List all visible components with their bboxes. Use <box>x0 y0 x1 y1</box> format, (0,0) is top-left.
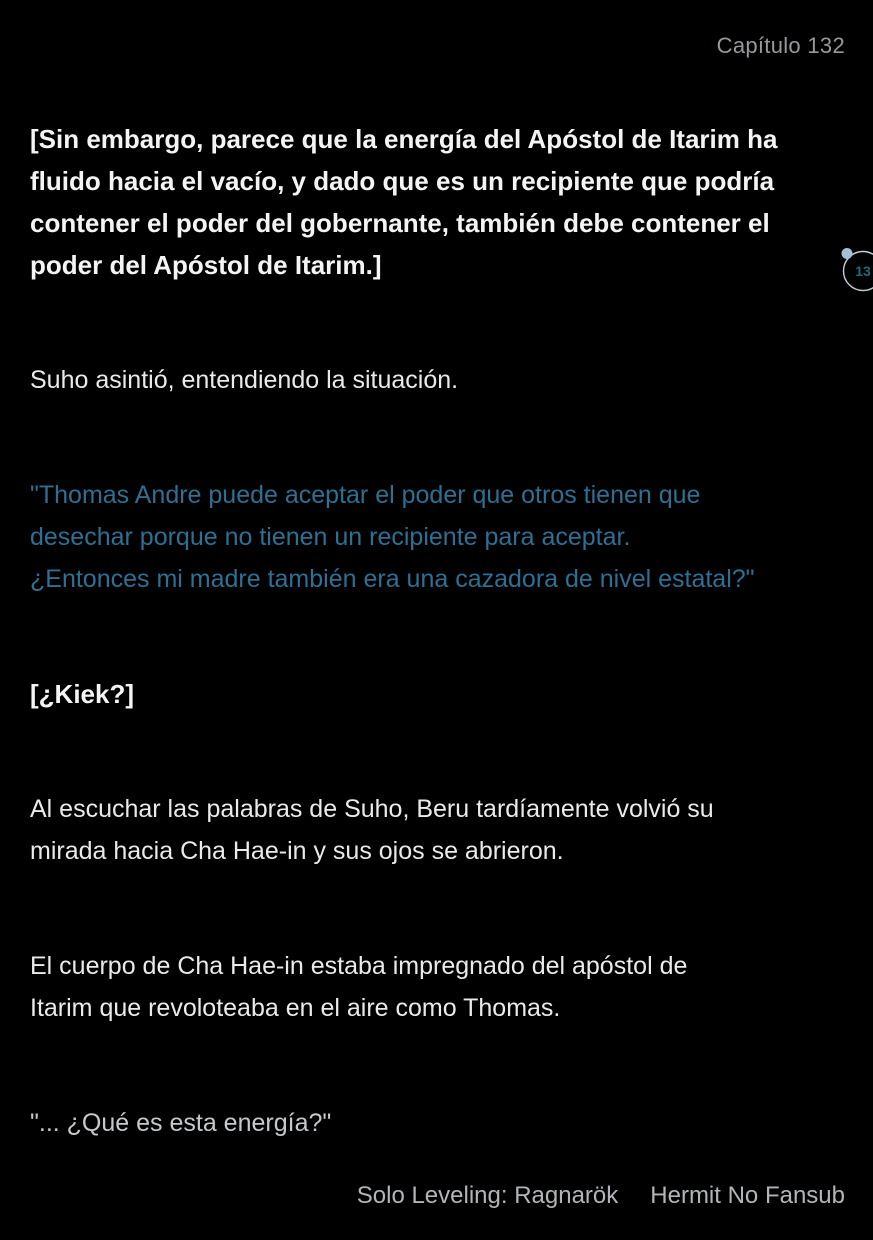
text-line: fluido hacia el vacío, y dado que es un recipiente que podría <box>30 166 775 196</box>
fansub-credit: Hermit No Fansub <box>650 1182 845 1209</box>
paragraph-system-message <box>30 673 873 715</box>
text-line: mirada hacia Cha Hae-in y sus ojos se abrieron. <box>30 837 564 865</box>
book-title: Solo Leveling: Ragnarök <box>356 1182 619 1209</box>
text-line: El cuerpo de Cha Hae-in estaba impregnado del apóstol de <box>30 952 688 980</box>
text-line: [Sin embargo, parece que la energía del Apóstol de Itarim ha <box>30 124 778 154</box>
text-line: poder del Apóstol de Itarim.] <box>30 250 382 280</box>
paragraph-narration <box>30 359 873 401</box>
paragraph-quote <box>30 1102 873 1144</box>
text-line: "... ¿Qué es esta energía?" <box>30 1109 332 1137</box>
paragraph-system-message <box>30 118 873 286</box>
text-line: Itarim que revoloteaba en el aire como Thomas. <box>30 994 561 1022</box>
text-line: "Thomas Andre puede aceptar el poder que otros tienen que <box>30 481 701 509</box>
text-line: Al escuchar las palabras de Suho, Beru tardíamente volvió su <box>30 795 714 823</box>
chapter-content <box>30 118 873 1217</box>
page-footer <box>357 1182 845 1210</box>
comment-count-label: 13 <box>855 263 871 279</box>
text-line: Suho asintió, entendiendo la situación. <box>30 366 459 394</box>
text-line: ¿Entonces mi madre también era una cazadora de nivel estatal?" <box>30 565 755 593</box>
text-line: [¿Kiek?] <box>30 679 134 709</box>
text-line: desechar porque no tienen un recipiente para aceptar. <box>30 523 631 551</box>
paragraph-narration <box>30 788 873 872</box>
comment-dot-icon <box>842 248 853 259</box>
chapter-header: Capítulo 132 <box>716 33 845 58</box>
paragraph-narration <box>30 945 873 1029</box>
comment-count-badge[interactable] <box>828 240 873 302</box>
text-line: contener el poder del gobernante, también debe contener el <box>30 208 770 238</box>
paragraph-dialogue <box>30 474 873 600</box>
